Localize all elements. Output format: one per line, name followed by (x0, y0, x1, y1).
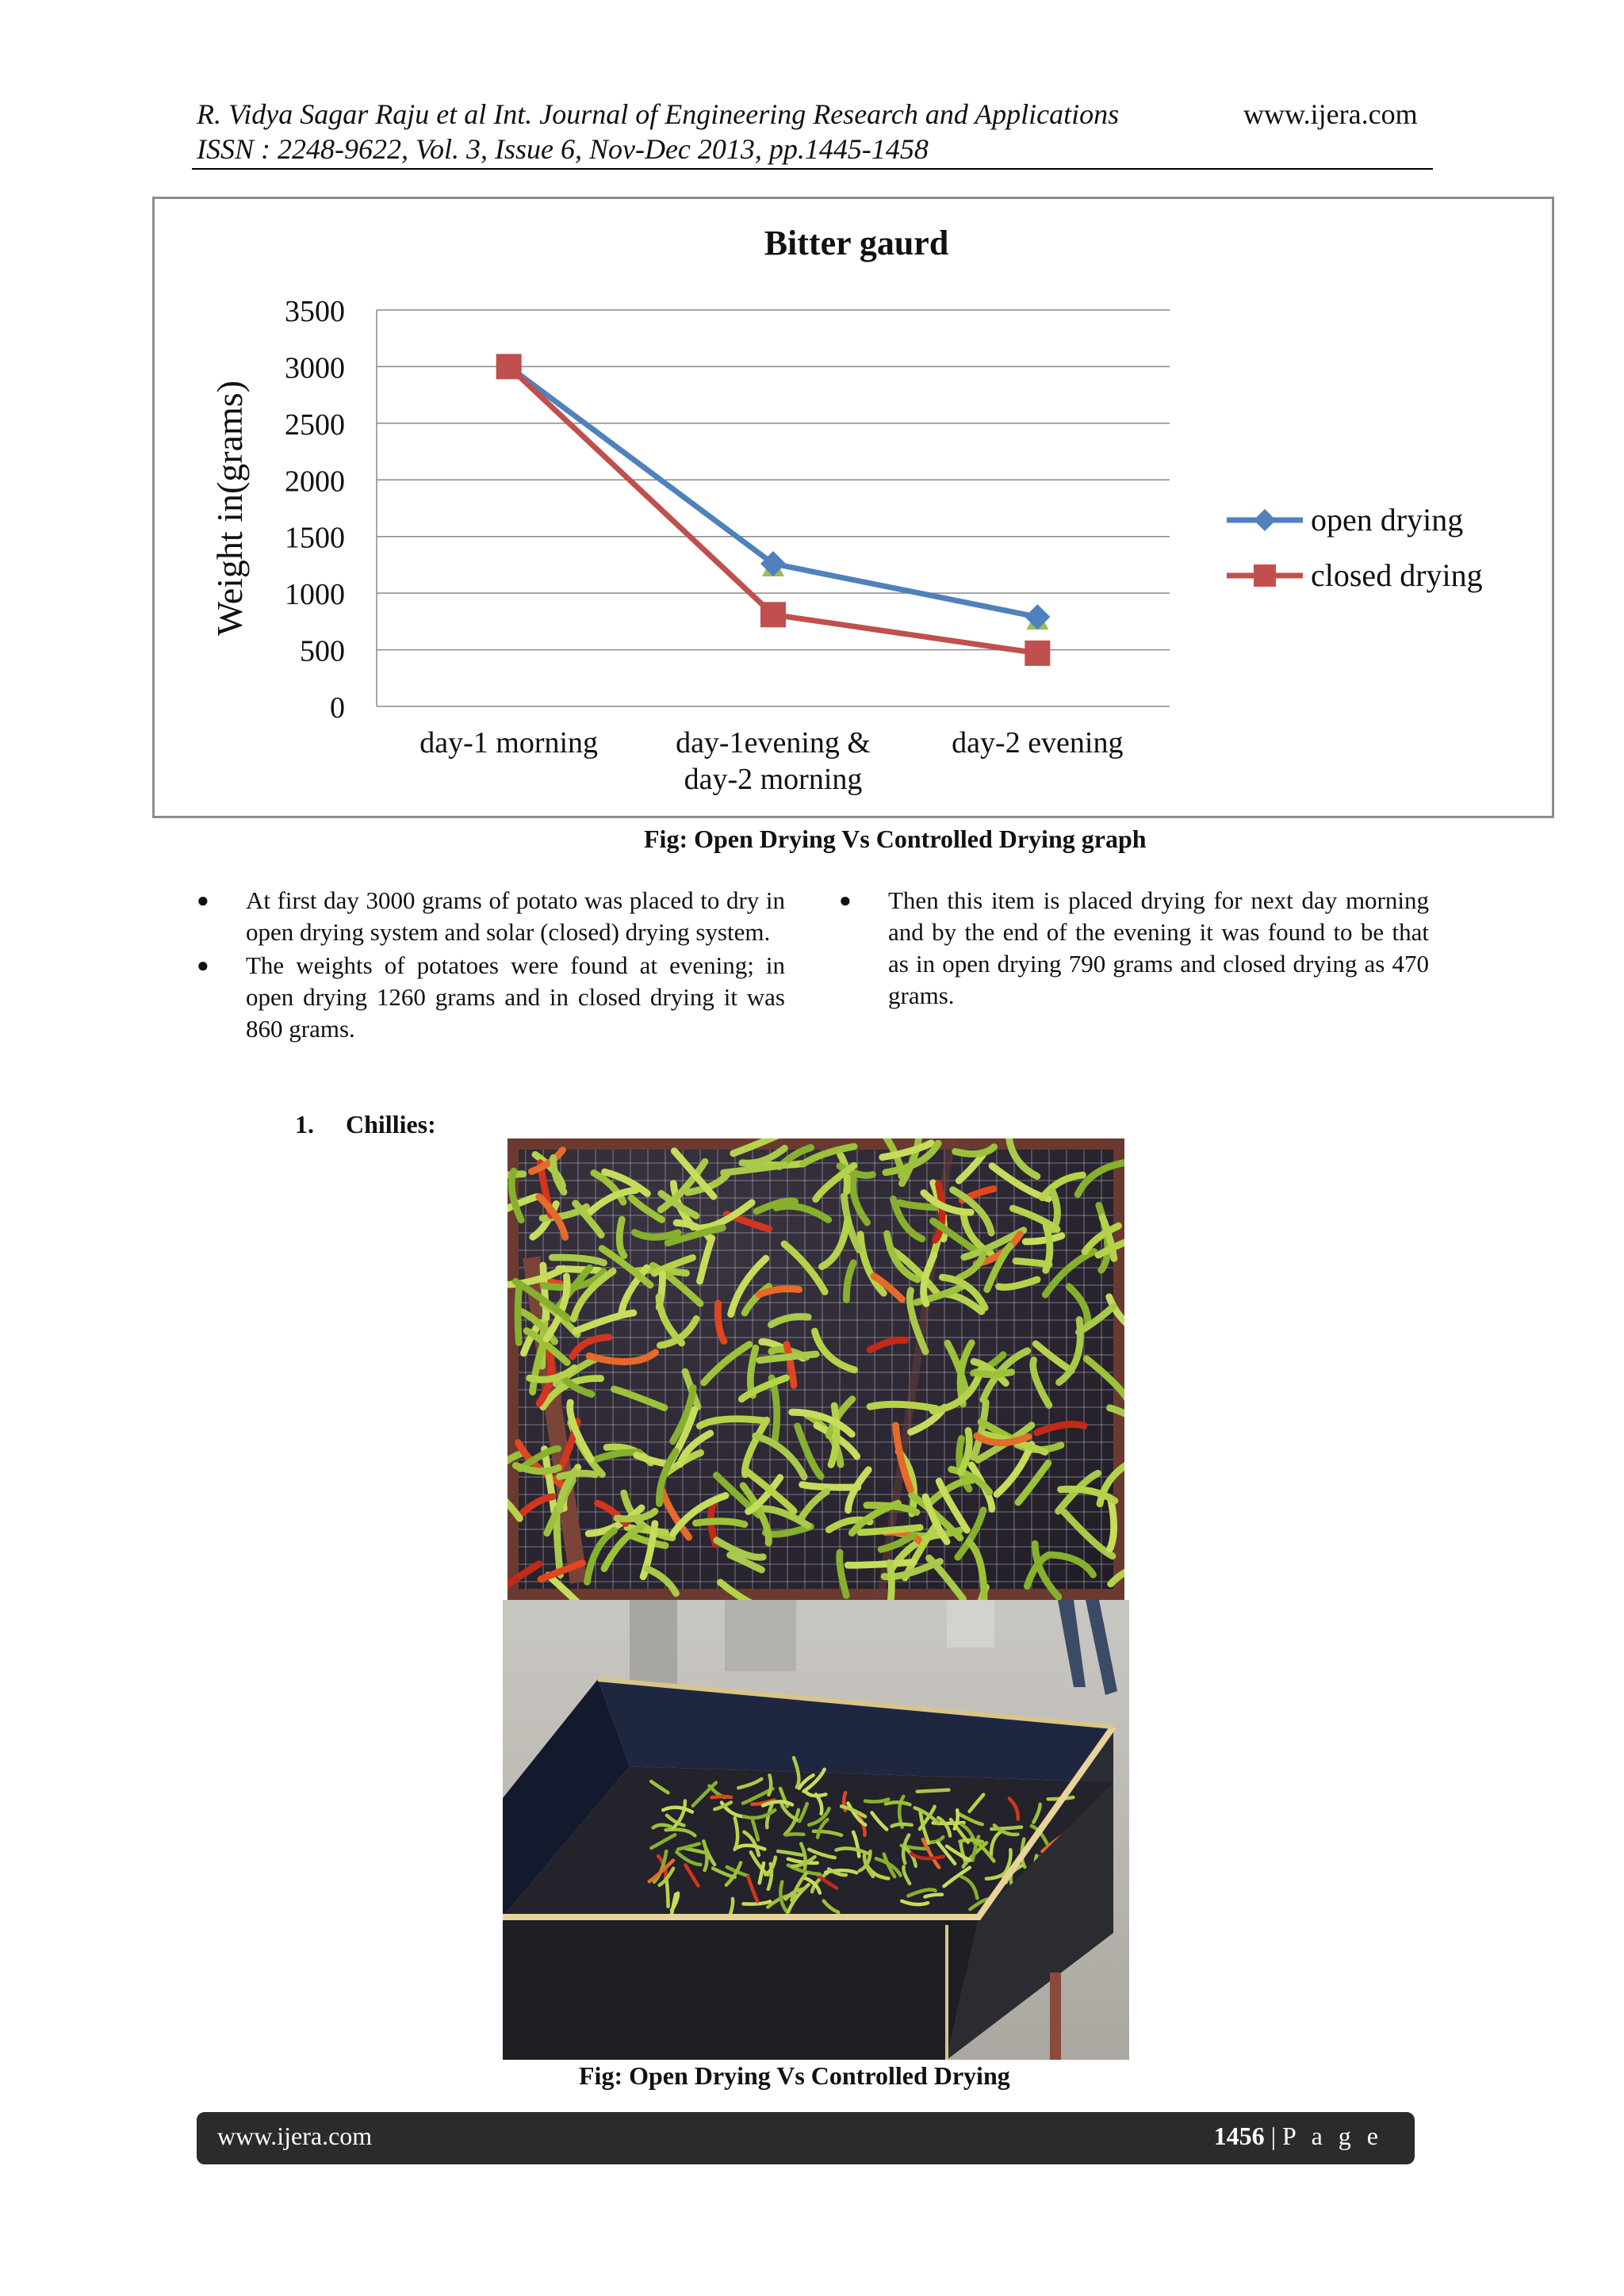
chilli-shape (614, 1389, 664, 1407)
bullet-text: At first day 3000 grams of potato was placed to dry in open drying system and solar (closed) drying system. (246, 886, 785, 946)
bullet-icon: ● (839, 889, 852, 912)
chilli-shape (699, 1419, 764, 1426)
left-column (197, 885, 785, 1047)
section-title: Chillies: (346, 1110, 436, 1138)
chilli-shape (992, 1166, 1048, 1199)
data-point-closed-drying (1025, 641, 1050, 666)
chilli-shape (661, 1161, 705, 1210)
y-tick-label: 0 (330, 691, 345, 725)
header-rule (192, 168, 1433, 170)
chilli-shape (673, 1495, 726, 1533)
chilli-shape (553, 1158, 564, 1192)
page-separator: | (1270, 2122, 1276, 2150)
data-point-closed-drying (496, 354, 522, 379)
x-tick-label: day-1evening & (676, 726, 871, 760)
chilli-shape (814, 1331, 854, 1370)
chilli-shape (596, 1452, 639, 1460)
y-tick-label: 2500 (285, 408, 345, 442)
chilli-shape (576, 1313, 634, 1331)
y-tick-label: 2000 (285, 465, 345, 499)
bullet-item (197, 950, 785, 1045)
chilli-shape (745, 1420, 766, 1475)
chilli-shape (848, 1562, 914, 1565)
chart-title: Bitter gaurd (764, 224, 949, 262)
chilli-shape (852, 1177, 867, 1223)
section-number: 1. (295, 1110, 314, 1138)
bullet-icon: ● (197, 889, 209, 912)
chilli-shape (1059, 1320, 1081, 1383)
chilli-shape (634, 1233, 678, 1238)
chilli-shape (1033, 1360, 1049, 1406)
legend-marker-diamond (1254, 509, 1276, 531)
y-tick-label: 3500 (285, 295, 345, 328)
chilli-shape (759, 1289, 799, 1295)
footer-website[interactable]: www.ijera.com (217, 2122, 373, 2150)
chilli-shape (870, 1340, 906, 1349)
chilli-shape (619, 1219, 624, 1256)
chillies-tray-photo (508, 1138, 1124, 1600)
chilli-shape (890, 1563, 892, 1600)
chilli-shape (959, 1154, 982, 1181)
chilli-shape (589, 1353, 656, 1362)
legend-label: open drying (1311, 502, 1464, 538)
chilli-shape (1051, 1555, 1094, 1575)
x-tick-label: day-1 morning (419, 726, 599, 760)
y-tick-label: 3000 (285, 351, 345, 385)
legend-marker-square (1254, 564, 1276, 587)
chilli-shape (899, 1203, 936, 1207)
chilli-shape (802, 1485, 858, 1487)
chilli-shape (765, 1526, 810, 1534)
chilli-shape (1110, 1498, 1114, 1549)
chart-frame (152, 197, 1554, 818)
chilli-shape (1064, 1513, 1113, 1556)
bullet-item (197, 885, 785, 948)
figure2-caption: Fig: Open Drying Vs Controlled Drying (579, 2061, 1010, 2090)
bullet-icon: ● (197, 954, 209, 977)
page-number: 1456 (1213, 2122, 1265, 2150)
chilli-shape (822, 1219, 848, 1267)
chilli-shape (772, 1378, 776, 1443)
chilli-shape (695, 1521, 745, 1525)
y-axis-label: Weight in(grams) (209, 380, 250, 637)
chilli-shape (1025, 1236, 1062, 1242)
section-heading (295, 1108, 436, 1140)
figure1-caption: Fig: Open Drying Vs Controlled Drying graph (644, 825, 1147, 853)
header-citation: R. Vidya Sagar Raju et al Int. Journal of Engineering Research and Applications (197, 98, 1120, 130)
chilli-shape (1016, 1261, 1049, 1265)
chillies-tray-image (508, 1138, 1124, 1600)
chilli-shape (999, 1280, 1038, 1288)
chilli-shape (518, 1286, 519, 1342)
page-label: P a g e (1281, 2122, 1383, 2150)
series-line-open-drying (509, 366, 1038, 617)
chilli-shape (704, 1345, 750, 1383)
legend-label: closed drying (1311, 557, 1483, 593)
chilli-shape (560, 1473, 596, 1476)
x-tick-label: day-2 morning (684, 763, 863, 796)
y-tick-label: 500 (300, 634, 345, 668)
chilli-shape (700, 1238, 712, 1281)
chilli-shape (1013, 1208, 1057, 1229)
y-tick-label: 1000 (285, 578, 345, 612)
chilli-shape (870, 1404, 936, 1408)
chilli-shape (756, 1436, 804, 1477)
chilli-shape (799, 1491, 826, 1521)
y-tick-label: 1500 (285, 521, 345, 555)
chilli-shape (917, 1790, 949, 1792)
chilli-shape (659, 1297, 682, 1343)
footer-page (1214, 2122, 1383, 2151)
chilli-shape (771, 1317, 808, 1325)
chilli-shape (846, 1263, 853, 1300)
chilli-shape (588, 1190, 635, 1214)
chilli-shape (521, 1497, 553, 1515)
chilli-shape (974, 1402, 986, 1458)
line-chart (155, 199, 1552, 816)
chilli-shape (718, 1303, 724, 1341)
bullet-text: The weights of potatoes were found at evening; in open drying 1260 grams and in closed drying it was 860 grams. (246, 951, 785, 1043)
chilli-shape (557, 1510, 561, 1575)
x-tick-label: day-2 evening (952, 726, 1124, 760)
chilli-shape (776, 1206, 829, 1219)
solar-dryer-photo (503, 1600, 1129, 2060)
bullet-text: Then this item is placed drying for next day morning and by the end of the evening it was found to be that as in open drying 790 grams and closed drying as 470 grams. (888, 886, 1429, 1009)
data-point-closed-drying (760, 602, 786, 627)
header-issn: ISSN : 2248-9622, Vol. 3, Issue 6, Nov-Dec 2013, pp.1445-1458 (197, 133, 929, 165)
chilli-shape (1036, 1344, 1071, 1371)
chilli-shape (976, 1372, 1012, 1375)
right-column (839, 885, 1429, 1013)
chilli-shape (1037, 1424, 1085, 1433)
chilli-shape (717, 1540, 764, 1557)
solar-dryer-image (503, 1600, 1129, 2060)
chilli-shape (786, 1834, 803, 1835)
bullet-item (839, 885, 1429, 1012)
header-website[interactable]: www.ijera.com (1243, 98, 1418, 130)
chilli-shape (631, 1198, 661, 1219)
chilli-shape (552, 1257, 603, 1263)
chilli-shape (860, 1528, 920, 1533)
chilli-shape (667, 1881, 668, 1907)
chilli-shape (543, 1265, 546, 1318)
page-footer (197, 2112, 1415, 2164)
